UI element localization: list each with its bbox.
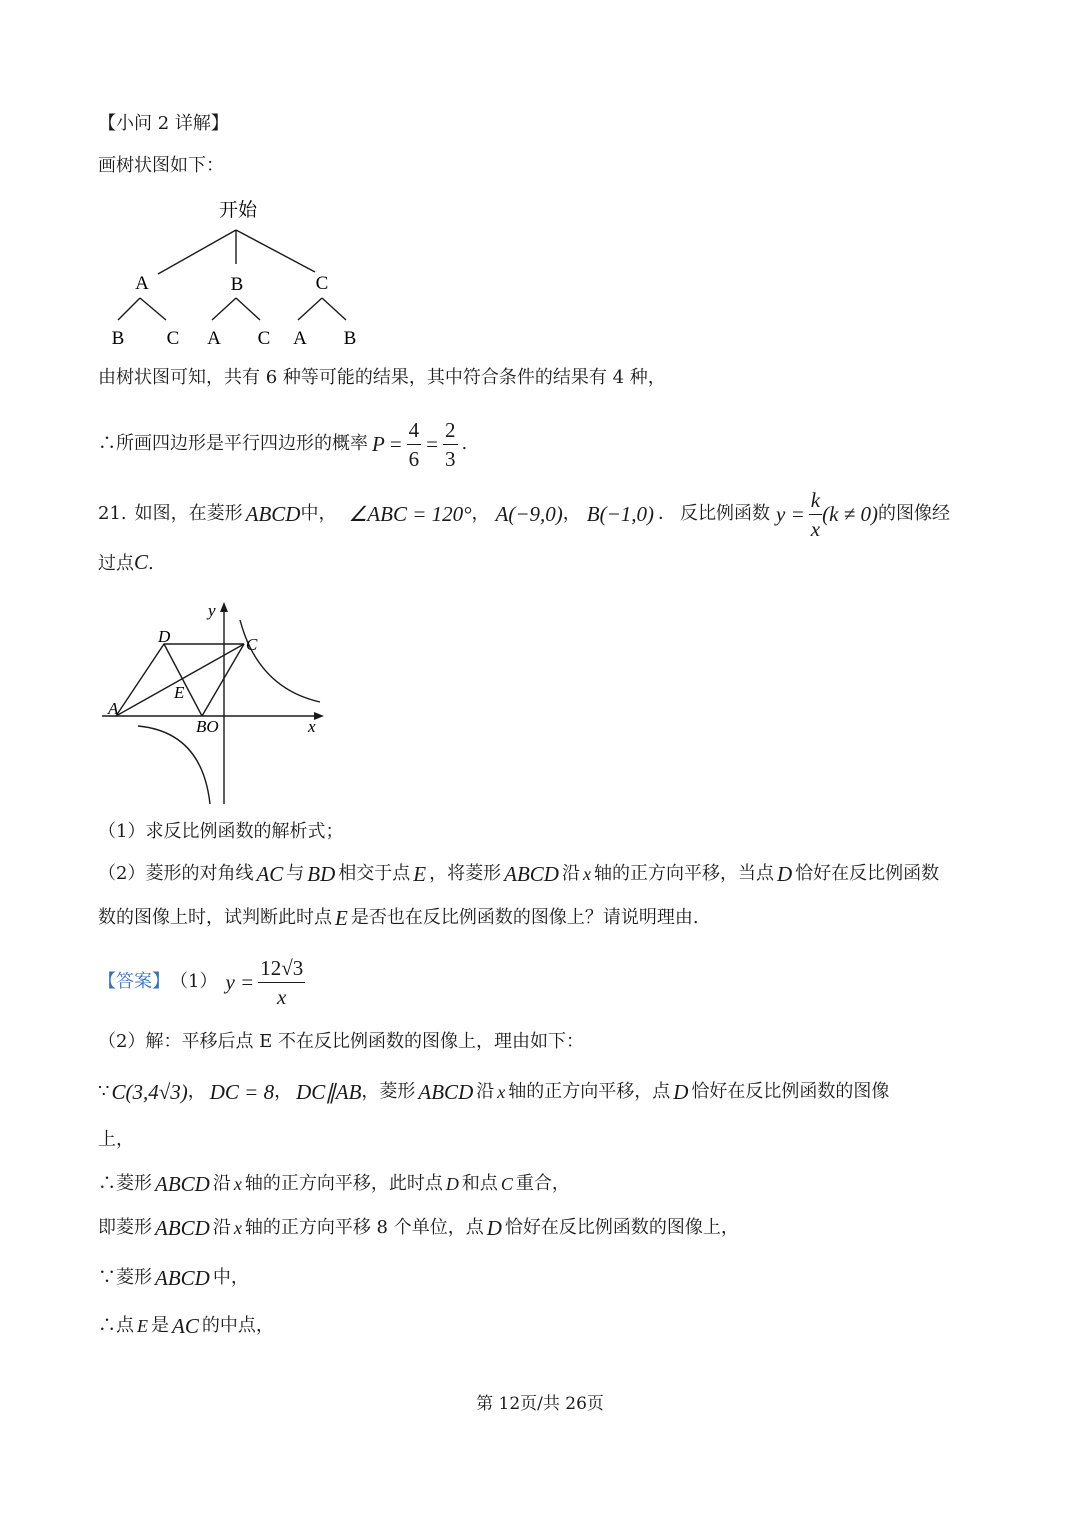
sol-e: E <box>137 1316 148 1336</box>
frac-den: x <box>810 516 821 541</box>
sub2-e: E <box>413 862 427 886</box>
sub2-text: 是否也在反比例函数的图像上？请说明理由. <box>350 907 699 928</box>
sol-text: 重合， <box>515 1173 570 1194</box>
sol-text: 和点 <box>461 1173 498 1194</box>
q21-point-a: A(−9,0) <box>495 502 563 526</box>
sub2-text: 沿 <box>561 863 580 884</box>
page-footer: 第 12页/共 26页 <box>476 1394 604 1414</box>
q21-func-fraction <box>809 486 822 543</box>
answer-fraction <box>258 954 305 1011</box>
tree-leaf: C <box>257 328 271 349</box>
q21-text-b: 中， <box>300 503 337 524</box>
sol-abcd: ABCD <box>155 1266 210 1290</box>
sol-x: x <box>497 1082 506 1102</box>
tree-node-a: A <box>135 273 149 294</box>
sol-text: ∴菱形 <box>98 1173 152 1194</box>
q21-point-b: B(−1,0) <box>586 502 655 526</box>
q21-text-c: 反比例函数 <box>680 503 771 524</box>
frac-num: 4 <box>407 416 422 445</box>
tree-node-b: B <box>230 274 244 295</box>
label-a: A <box>108 699 119 718</box>
label-c: C <box>246 635 258 654</box>
frac-num: 12√3 <box>258 954 305 983</box>
solution-line-3 <box>98 1214 739 1242</box>
solution-line-1-cont: 上， <box>98 1129 134 1150</box>
probability-line <box>98 414 467 474</box>
rhombus-figure <box>98 598 328 808</box>
sol-text: 恰好在反比例函数的图像上， <box>504 1217 739 1238</box>
q21-line2-c: C <box>134 550 149 574</box>
sol-text: 恰好在反比例函数的图像 <box>691 1081 890 1102</box>
label-d: D <box>158 627 171 646</box>
sol-text: 中， <box>212 1267 249 1288</box>
sol-abcd: ABCD <box>155 1216 210 1240</box>
sol-text: ∴点 <box>98 1315 134 1336</box>
sol-d: D <box>445 1174 459 1194</box>
sol-text: 是 <box>151 1315 169 1336</box>
sub2-text: 轴的正方向平移，当点 <box>593 863 774 884</box>
answer-y: y = <box>225 970 255 994</box>
q21-func-cond: (k ≠ 0) <box>822 502 878 526</box>
frac-den: x <box>277 984 287 1009</box>
sub2-x: x <box>582 864 591 884</box>
sub2-bd: BD <box>307 862 336 886</box>
sol-d: D <box>673 1080 689 1104</box>
sol-text: ∵菱形 <box>98 1267 152 1288</box>
sub2-text: ，将菱形 <box>429 863 502 884</box>
prob-fraction-2 <box>443 416 458 473</box>
tree-leaf: B <box>111 328 125 349</box>
hyperbola-branch-2 <box>138 726 210 804</box>
diagonal-bd <box>164 644 202 716</box>
solution-line-1: ∵ C(3,4√3) ， DC = 8 ， DC∥AB ，菱形 ABCD 沿 x 轴的正方向平移，点 D 恰好在反比例函数的图像 <box>98 1080 890 1104</box>
sub2-text: 与 <box>286 863 305 884</box>
prob-eq: = <box>389 432 402 456</box>
answer-part1: （1） <box>170 971 218 992</box>
sol-text: 即菱形 <box>98 1217 152 1238</box>
sol-text: 的中点， <box>201 1315 274 1336</box>
tree-leaf: C <box>166 328 180 349</box>
sol-ac: AC <box>172 1314 199 1338</box>
sol-text: 沿 <box>212 1217 231 1238</box>
question-21-line2 <box>98 550 154 576</box>
label-y: y <box>208 601 216 620</box>
sol-x: x <box>233 1174 242 1194</box>
sub2-abcd: ABCD <box>504 862 559 886</box>
frac-num: k <box>809 486 822 515</box>
sub2-text: 恰好在反比例函数 <box>795 863 940 884</box>
diagonal-ac <box>116 644 244 716</box>
sol-d: D <box>486 1216 502 1240</box>
sol-text: 沿 <box>476 1081 495 1102</box>
tree-node-c: C <box>315 273 329 294</box>
label-e: E <box>174 683 185 702</box>
prob-fraction-1 <box>407 416 422 473</box>
sol-text: 轴的正方向平移，此时点 <box>244 1173 443 1194</box>
sub-question-1: （1）求反比例函数的解析式； <box>98 821 344 842</box>
label-x: x <box>308 717 316 736</box>
solution-line-5 <box>98 1312 274 1340</box>
sub2-text: 数的图像上时，试判断此时点 <box>98 907 332 928</box>
tree-leaf: B <box>343 328 357 349</box>
sub2-text: 相交于点 <box>338 863 411 884</box>
tree-conclusion: 由树状图可知，共有 6 种等可能的结果，其中符合条件的结果有 4 种， <box>98 367 666 388</box>
dc-parallel-ab: DC∥AB <box>296 1080 362 1104</box>
sub2-e: E <box>335 906 348 930</box>
sub2-d: D <box>776 862 793 886</box>
answer-tag: 【答案】 <box>98 971 170 992</box>
q21-number: 21. <box>98 503 127 524</box>
q21-text-d: 的图像经 <box>877 503 950 524</box>
label-bo: BO <box>196 717 219 736</box>
answer-line <box>98 952 305 1012</box>
solution-line-2 <box>98 1170 570 1198</box>
sol-text: 沿 <box>212 1173 231 1194</box>
tree-intro: 画树状图如下： <box>98 155 224 176</box>
tree-root: 开始 <box>218 199 258 221</box>
q21-line2-end: . <box>148 553 154 574</box>
rhombus-side-bc <box>202 644 244 716</box>
sol-text: ，菱形 <box>361 1081 416 1102</box>
point-c: C(3,4√3) <box>111 1080 188 1104</box>
prob-var: P <box>372 432 385 456</box>
frac-den: 6 <box>408 446 420 471</box>
section-heading: 【小问 2 详解】 <box>98 113 229 134</box>
y-arrow-icon <box>220 602 228 612</box>
question-21-line1: 21. 如图，在菱形 ABCD 中， ∠ABC = 120° ， A(−9,0) ， B(−1,0) ． 反比例函数 y = $\frac{k}{x}$ (k ≠ 0) 的图像经 <box>98 487 950 541</box>
sol-abcd: ABCD <box>155 1172 210 1196</box>
sol-text: 轴的正方向平移，点 <box>508 1081 671 1102</box>
sub-question-2-line1 <box>98 860 939 888</box>
frac-num: 2 <box>443 416 458 445</box>
dc-length: DC = 8 <box>209 1080 275 1104</box>
q21-line2: 过点 <box>98 553 134 574</box>
solution-line-4 <box>98 1264 249 1292</box>
tree-leaf: A <box>207 328 221 349</box>
because-symbol: ∵ <box>98 1081 110 1102</box>
sol-text: 轴的正方向平移 8 个单位，点 <box>244 1217 484 1238</box>
q21-func-y: y = <box>776 502 805 526</box>
q21-angle: ∠ABC = 120° <box>348 502 472 526</box>
sol-abcd: ABCD <box>418 1080 474 1104</box>
prob-eq-2: = <box>426 432 439 456</box>
hyperbola-branch-1 <box>240 620 320 702</box>
sub2-ac: AC <box>256 862 284 886</box>
prob-suffix: . <box>461 433 468 454</box>
q21-shape: ABCD <box>245 502 301 526</box>
q21-text-a: 如图，在菱形 <box>134 503 243 524</box>
sol-x: x <box>233 1218 242 1238</box>
tree-diagram <box>100 192 380 352</box>
sub-question-2-line2 <box>98 904 699 932</box>
prob-prefix: ∴所画四边形是平行四边形的概率 <box>98 433 368 454</box>
sub2-text: （2）菱形的对角线 <box>98 863 254 884</box>
solution-intro: （2）解：平移后点 E 不在反比例函数的图像上，理由如下： <box>98 1031 585 1052</box>
frac-den: 3 <box>445 446 456 471</box>
sol-c: C <box>500 1174 513 1194</box>
tree-leaf: A <box>293 328 307 349</box>
